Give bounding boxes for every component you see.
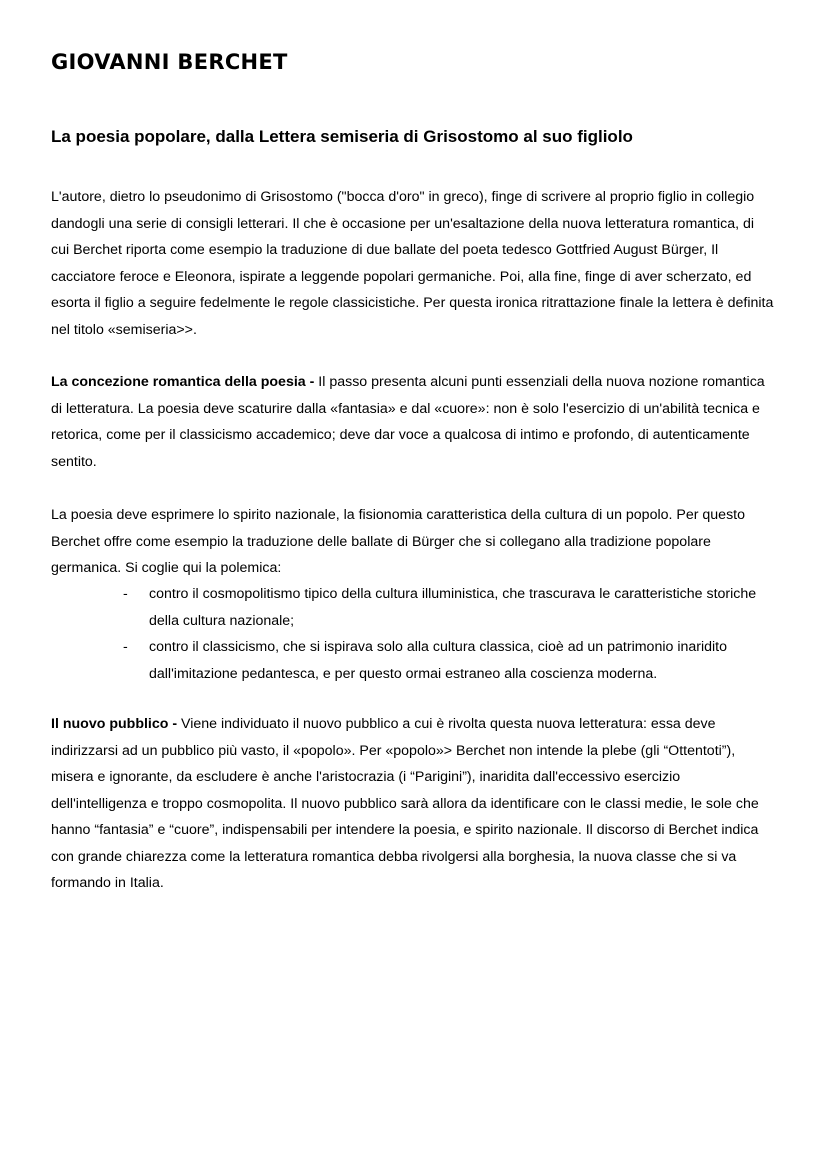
romantic-conception-paragraph bbox=[51, 369, 776, 475]
intro-paragraph: L'autore, dietro lo pseudonimo di Grisostomo ("bocca d'oro" in greco), finge di scrivere al proprio figlio in collegio dandogli una serie di consigli letterari. Il che è occasione per un'esaltazione della nuova letteratura romantica, di cui Berchet riporta come esempio la traduzione di due ballate del poeta tedesco Gottfried August Bürger, Il cacciatore feroce e Eleonora, ispirate a leggende popolari germaniche. Poi, alla fine, finge di aver scherzato, ed esorta il figlio a seguire fedelmente le regole classicistiche. Per questa ironica ritrattazione finale la lettera è definita nel titolo «semiseria>>. bbox=[51, 189, 774, 338]
romantic-conception-text: Il passo presenta alcuni punti essenziali della nuova nozione romantica di letteratura. La poesia deve scaturire dalla «fantasia» e dal «cuore»: non è solo l'esercizio di un'abilità tecnica e retorica, come per il classicismo accademico; deve dar voce a qualcosa di intimo e profondo, di autenticamente sentito. bbox=[51, 374, 765, 470]
romantic-conception-heading: La concezione romantica della poesia - bbox=[51, 374, 319, 390]
bullet-dash: - bbox=[123, 586, 128, 602]
new-public-heading: Il nuovo pubblico - bbox=[51, 716, 182, 732]
document-subtitle: La poesia popolare, dalla Lettera semiseria di Grisostomo al suo figliolo bbox=[51, 127, 633, 146]
national-spirit-paragraph: La poesia deve esprimere lo spirito nazionale, la fisionomia caratteristica della cultura di un popolo. Per questo Berchet offre come esempio la traduzione delle ballate di Bürger che si collegano alla tradizione popolare germanica. Si coglie qui la polemica: bbox=[51, 507, 746, 576]
list-item bbox=[51, 634, 776, 687]
polemic-list bbox=[51, 581, 776, 687]
new-public-text: Viene individuato il nuovo pubblico a cui è rivolta questa nuova letteratura: essa deve indirizzarsi ad un pubblico più vasto, il «popolo». Per «popolo»> Berchet non intende la plebe (gli “Ottentoti”), misera e ignorante, da escludere è anche l'aristocrazia (i “Parigini”), inaridita dall'eccessivo esercizio dell'intelligenza e troppo cosmopolita. Il nuovo pubblico sarà allora da identificare con le classi medie, le sole che hanno “fantasia” e “cuore”, indispensabili per intendere la poesia, e spirito nazionale. Il discorso di Berchet indica con grande chiarezza come la letteratura romantica debba rivolgersi alla borghesia, la nuova classe che si va formando in Italia. bbox=[51, 716, 759, 891]
new-public-paragraph bbox=[51, 711, 776, 897]
list-item bbox=[51, 581, 776, 634]
document-title: GIOVANNI BERCHET bbox=[51, 50, 288, 74]
list-item-text: contro il cosmopolitismo tipico della cultura illuministica, che trascurava le caratteristiche storiche della cultura nazionale; bbox=[149, 586, 757, 629]
list-item-text: contro il classicismo, che si ispirava solo alla cultura classica, cioè ad un patrimonio inaridito dall'imitazione pedantesca, e per questo ormai estraneo alla coscienza moderna. bbox=[149, 639, 728, 682]
bullet-dash: - bbox=[123, 639, 128, 655]
